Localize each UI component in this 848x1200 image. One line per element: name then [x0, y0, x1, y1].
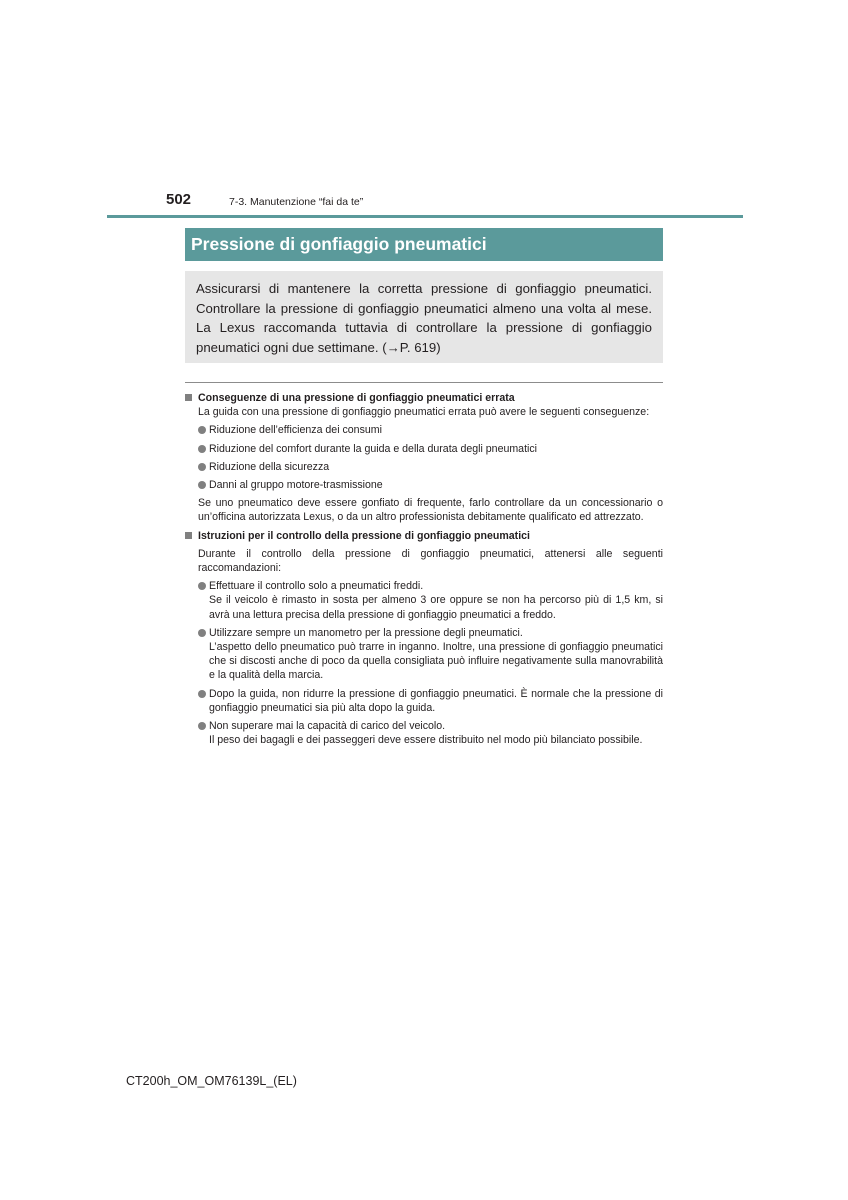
- list-item-text: Non superare mai la capacità di carico del veicolo.: [209, 720, 446, 733]
- section-heading-instructions: [185, 529, 663, 543]
- section-note: Se uno pneumatico deve essere gonfiato di frequente, farlo controllare da un concessionario o un’officina autorizzata Lexus, o da un altro professionista debitamente qualificato ed attrezzato.: [198, 497, 663, 524]
- round-bullet-icon: [198, 426, 206, 434]
- round-bullet-icon: [198, 722, 206, 730]
- round-bullet-icon: [198, 463, 206, 471]
- section-breadcrumb: 7-3. Manutenzione “fai da te”: [229, 196, 364, 208]
- list-item-text: Utilizzare sempre un manometro per la pressione degli pneumatici.: [209, 626, 523, 639]
- header-divider: [107, 215, 743, 218]
- square-bullet-icon: [185, 532, 192, 539]
- round-bullet-icon: [198, 582, 206, 590]
- round-bullet-icon: [198, 629, 206, 637]
- list-item-text: Effettuare il controllo solo a pneumatici freddi.: [209, 580, 424, 593]
- list-item: [198, 442, 663, 456]
- page-number: 502: [166, 191, 192, 208]
- list-item: [198, 460, 663, 474]
- list-item-detail: L’aspetto dello pneumatico può trarre in inganno. Inoltre, una pressione di gonfiaggio pneumatici che si discosti anche di poco da quella consigliata può influire negativamente sulla manovrabilità e la qualità della marcia.: [209, 641, 663, 682]
- list-item-text: Dopo la guida, non ridurre la pressione di gonfiaggio pneumatici. È normale che la pressione di gonfiaggio pneumatici sia più alta dopo la guida.: [209, 687, 663, 714]
- list-item-text: Riduzione della sicurezza: [209, 460, 330, 473]
- content: [185, 391, 663, 747]
- section-heading-text: Istruzioni per il controllo della pressione di gonfiaggio pneumatici: [198, 529, 530, 542]
- content-divider: [185, 382, 663, 383]
- list-item: [198, 423, 663, 437]
- section-heading-consequences: [185, 391, 663, 405]
- document-code-footer: CT200h_OM_OM76139L_(EL): [126, 1074, 297, 1088]
- section-heading-text: Conseguenze di una pressione di gonfiaggio pneumatici errata: [198, 392, 515, 404]
- list-item: [198, 579, 663, 622]
- round-bullet-icon: [198, 481, 206, 489]
- page-title: Pressione di gonfiaggio pneumatici: [191, 234, 487, 254]
- intro-text: Assicurarsi di mantenere la corretta pressione di gonfiaggio pneumatici. Controllare la pressione di gonfiaggio pneumatici almeno una volta al mese. La Lexus raccomanda tuttavia di controllare la pressione di gonfiaggio pneumatici ogni due settimane. (→P. 619): [196, 281, 652, 355]
- list-item-text: Danni al gruppo motore-trasmissione: [209, 479, 383, 492]
- intro-box: [185, 271, 663, 363]
- round-bullet-icon: [198, 445, 206, 453]
- section-lead: Durante il controllo della pressione di gonfiaggio pneumatici, attenersi alle seguenti raccomandazioni:: [198, 547, 663, 575]
- list-item-detail: Se il veicolo è rimasto in sosta per almeno 3 ore oppure se non ha percorso più di 1,5 km, si avrà una lettura precisa della pressione di gonfiaggio pneumatici a freddo.: [209, 594, 663, 621]
- list-item-text: Riduzione del comfort durante la guida e della durata degli pneumatici: [209, 442, 538, 455]
- round-bullet-icon: [198, 690, 206, 698]
- list-item: [198, 478, 663, 492]
- page-title-bar: [185, 228, 663, 261]
- list-item-detail: Il peso dei bagagli e dei passeggeri deve essere distribuito nel modo più bilanciato possibile.: [209, 734, 643, 747]
- list-item-text: Riduzione dell’efficienza dei consumi: [209, 424, 382, 437]
- list-item: [198, 626, 663, 683]
- list-item: [198, 687, 663, 715]
- section-lead: La guida con una pressione di gonfiaggio pneumatici errata può avere le seguenti conseguenze:: [198, 406, 650, 419]
- list-item: [198, 719, 663, 747]
- square-bullet-icon: [185, 394, 192, 401]
